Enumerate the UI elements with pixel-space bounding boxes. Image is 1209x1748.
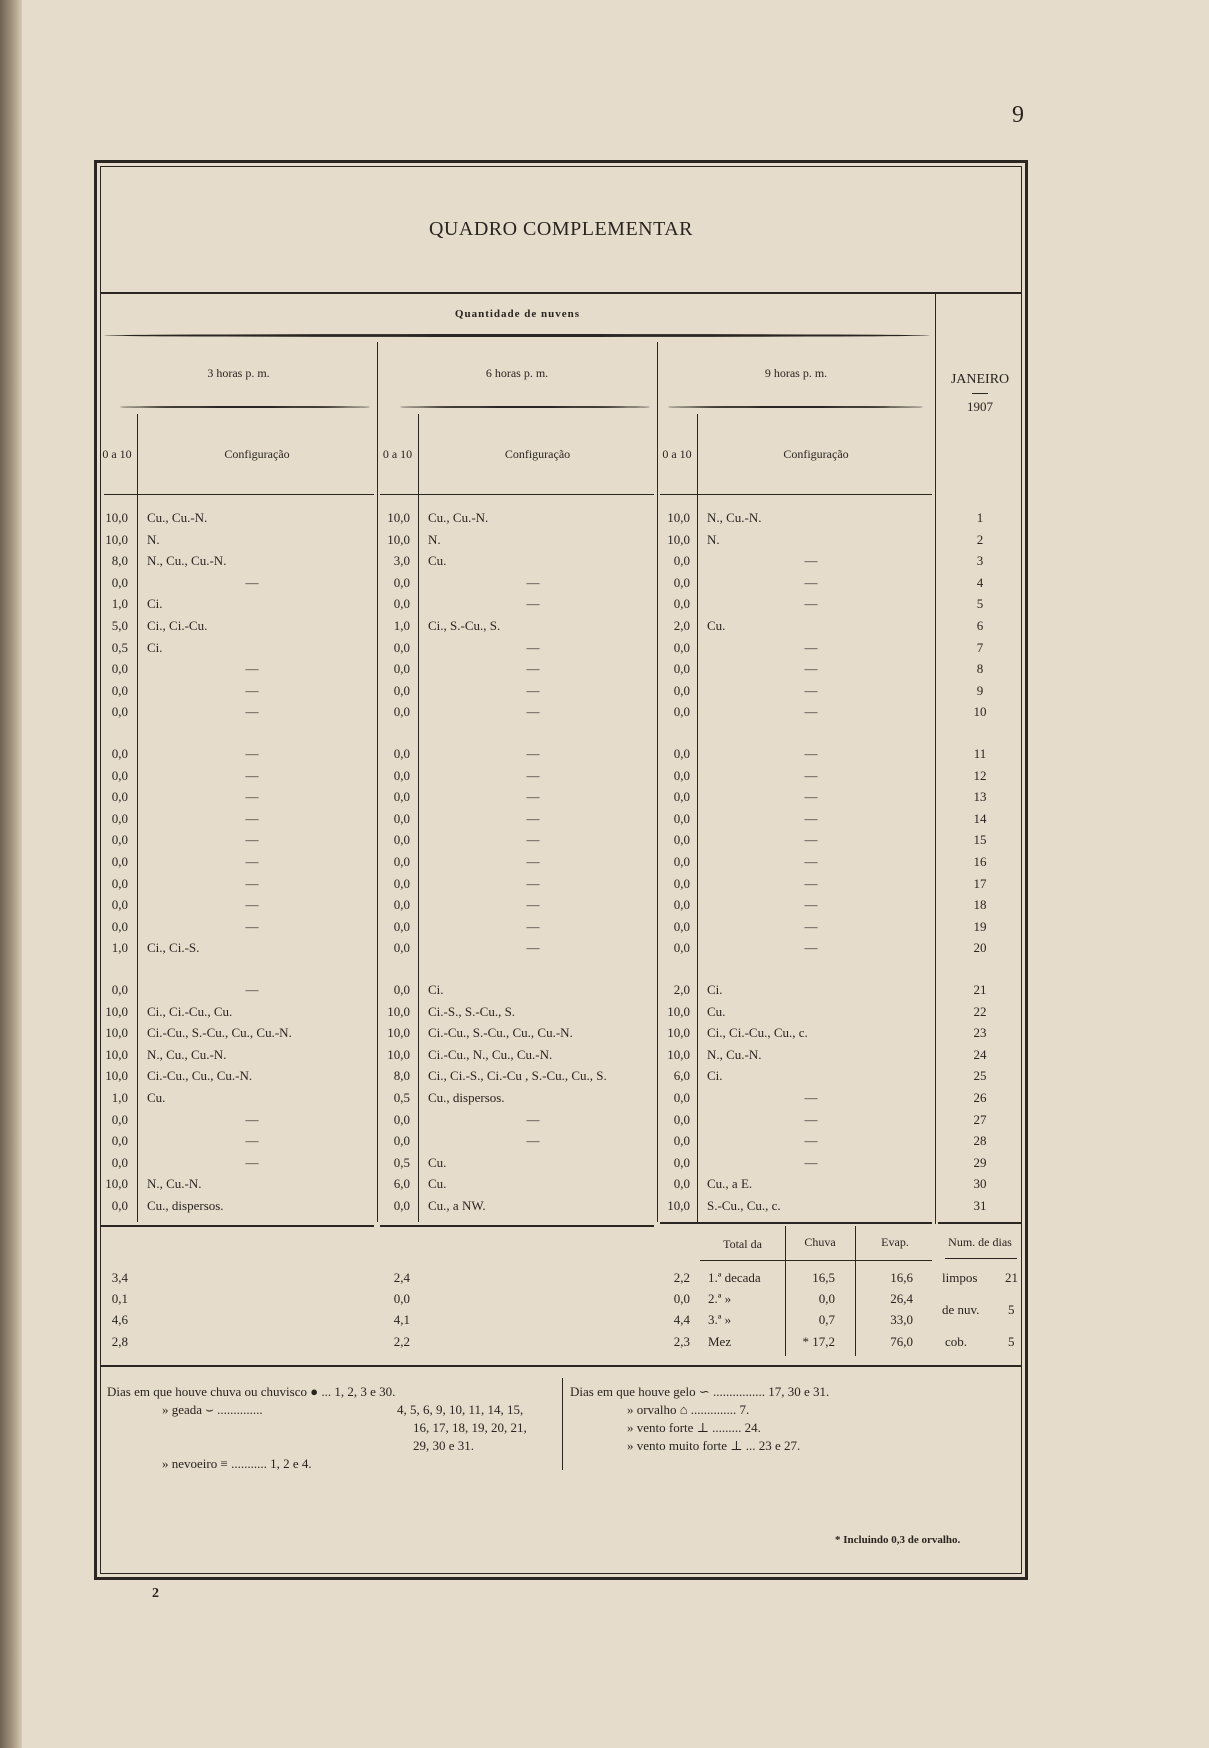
- config-9pm: —: [804, 704, 818, 719]
- group-header-brace: [104, 334, 930, 337]
- summary-6pm: 2,2: [393, 1334, 410, 1349]
- day-number: 17: [973, 876, 987, 891]
- summary-9pm: 4,4: [673, 1312, 690, 1327]
- day-number: 29: [973, 1155, 987, 1170]
- cloud-amount-9pm: 2,0: [673, 618, 690, 633]
- cloud-amount-6pm: 0,0: [393, 640, 410, 655]
- cloud-amount-9pm: 10,0: [667, 1004, 690, 1019]
- footnote-geada-days-3: 29, 30 e 31.: [413, 1438, 475, 1453]
- config-6pm: —: [526, 876, 540, 891]
- summary-9pm: 2,3: [673, 1334, 690, 1349]
- cloud-amount-9pm: 6,0: [673, 1068, 690, 1083]
- config-6pm: —: [526, 661, 540, 676]
- config-6pm: Ci.: [428, 982, 444, 997]
- cloud-amount-6pm: 0,5: [393, 1155, 410, 1170]
- summary-9pm: 0,0: [673, 1291, 690, 1306]
- config-3pm: N., Cu.-N.: [147, 1176, 202, 1191]
- config-3pm: Ci., Ci.-Cu.: [147, 618, 208, 633]
- config-3pm: N., Cu., Cu.-N.: [147, 553, 227, 568]
- cloud-amount-3pm: 0,0: [111, 661, 128, 676]
- cloud-amount-9pm: 0,0: [673, 876, 690, 891]
- cloud-amount-3pm: 0,0: [111, 683, 128, 698]
- cloud-amount-6pm: 0,0: [393, 919, 410, 934]
- day-number: 25: [973, 1068, 987, 1083]
- cloud-amount-6pm: 3,0: [393, 553, 410, 568]
- cloud-amount-3pm: 8,0: [111, 553, 128, 568]
- day-number: 15: [973, 832, 987, 847]
- config-3pm: —: [245, 1155, 259, 1170]
- cob-count: 5: [1008, 1334, 1015, 1349]
- group-label-3pm: 3 horas p. m.: [207, 366, 270, 380]
- day-number: 18: [973, 897, 987, 912]
- numdias-rule: [945, 1258, 1017, 1259]
- summary-sub-rule: [700, 1260, 932, 1261]
- cloud-amount-3pm: 1,0: [111, 940, 128, 955]
- summary-period: 3.ª »: [708, 1312, 732, 1327]
- cloud-amount-9pm: 0,0: [673, 640, 690, 655]
- config-6pm: —: [526, 897, 540, 912]
- evap-header: Evap.: [881, 1235, 909, 1249]
- config-6pm: —: [526, 854, 540, 869]
- cloud-amount-6pm: 0,5: [393, 1090, 410, 1105]
- nuv-count: 5: [1008, 1302, 1015, 1317]
- cloud-amount-6pm: 0,0: [393, 940, 410, 955]
- config-9pm: —: [804, 746, 818, 761]
- summary-period: 2.ª »: [708, 1291, 732, 1306]
- cloud-amount-9pm: 0,0: [673, 575, 690, 590]
- cloud-amount-9pm: 0,0: [673, 661, 690, 676]
- config-header-c: Configuração: [783, 447, 849, 461]
- cloud-amount-3pm: 10,0: [105, 1068, 128, 1083]
- config-3pm: Ci., Ci.-S.: [147, 940, 200, 955]
- config-3pm: Cu.: [147, 1090, 166, 1105]
- config-6pm: Ci.-Cu., N., Cu., Cu.-N.: [428, 1047, 553, 1062]
- scale-header-c: 0 a 10: [662, 447, 692, 461]
- config-3pm: Ci., Ci.-Cu., Cu.: [147, 1004, 233, 1019]
- config-3pm: —: [245, 854, 259, 869]
- cloud-amount-6pm: 10,0: [387, 1004, 410, 1019]
- footnote-vento-forte: » vento forte ⊥ ......... 24.: [627, 1420, 761, 1435]
- config-3pm: Ci.-Cu., Cu., Cu.-N.: [147, 1068, 253, 1083]
- config-3pm: —: [245, 1112, 259, 1127]
- config-9pm: Ci., Ci.-Cu., Cu., c.: [707, 1025, 808, 1040]
- config-9pm: N., Cu.-N.: [707, 510, 762, 525]
- config-9pm: —: [804, 919, 818, 934]
- cloud-amount-9pm: 0,0: [673, 768, 690, 783]
- summary-chuva: 0,0: [818, 1291, 835, 1306]
- cloud-amount-3pm: 0,0: [111, 1198, 128, 1213]
- footnote-vento-muito-forte: » vento muito forte ⊥ ... 23 e 27.: [627, 1438, 801, 1453]
- cloud-amount-6pm: 8,0: [393, 1068, 410, 1083]
- config-6pm: —: [526, 683, 540, 698]
- cloud-amount-6pm: 0,0: [393, 982, 410, 997]
- config-9pm: —: [804, 876, 818, 891]
- cloud-amount-6pm: 0,0: [393, 746, 410, 761]
- cloud-amount-6pm: 0,0: [393, 1133, 410, 1148]
- day-number: 6: [976, 618, 984, 633]
- brace-6pm: [400, 406, 650, 408]
- config-3pm: —: [245, 746, 259, 761]
- cloud-amount-3pm: 0,0: [111, 1112, 128, 1127]
- cloud-amount-9pm: 0,0: [673, 704, 690, 719]
- cloud-amount-6pm: 0,0: [393, 704, 410, 719]
- cloud-amount-3pm: 0,0: [111, 746, 128, 761]
- config-6pm: —: [526, 1133, 540, 1148]
- config-6pm: Ci.-Cu., S.-Cu., Cu., Cu.-N.: [428, 1025, 573, 1040]
- cloud-amount-6pm: 0,0: [393, 832, 410, 847]
- config-6pm: N.: [428, 532, 441, 547]
- cloud-amount-9pm: 0,0: [673, 1155, 690, 1170]
- year-label: 1907: [967, 399, 993, 414]
- config-3pm: N., Cu., Cu.-N.: [147, 1047, 227, 1062]
- cloud-amount-9pm: 0,0: [673, 940, 690, 955]
- config-9pm: —: [804, 661, 818, 676]
- rain-footnote: * Incluindo 0,3 de orvalho.: [835, 1534, 961, 1546]
- cloud-amount-3pm: 5,0: [111, 618, 128, 633]
- config-3pm: Ci.: [147, 596, 163, 611]
- config-3pm: N.: [147, 532, 160, 547]
- cloud-amount-6pm: 1,0: [393, 618, 410, 633]
- config-9pm: S.-Cu., Cu., c.: [707, 1198, 781, 1213]
- config-9pm: —: [804, 854, 818, 869]
- config-9pm: N., Cu.-N.: [707, 1047, 762, 1062]
- day-number: 14: [973, 811, 987, 826]
- cloud-amount-9pm: 10,0: [667, 1025, 690, 1040]
- config-9pm: Cu.: [707, 618, 726, 633]
- numdias-header: Num. de dias: [948, 1235, 1012, 1249]
- config-6pm: Ci., Ci.-S., Ci.-Cu , S.-Cu., Cu., S.: [428, 1068, 607, 1083]
- cloud-amount-3pm: 0,0: [111, 1155, 128, 1170]
- day-number: 4: [976, 575, 984, 590]
- config-6pm: Cu., Cu.-N.: [428, 510, 489, 525]
- cloud-amount-3pm: 10,0: [105, 1025, 128, 1040]
- day-number: 28: [973, 1133, 987, 1148]
- day-number: 5: [976, 596, 984, 611]
- config-6pm: Cu.: [428, 553, 447, 568]
- config-3pm: —: [245, 897, 259, 912]
- cloud-amount-3pm: 10,0: [105, 532, 128, 547]
- cloud-amount-9pm: 0,0: [673, 553, 690, 568]
- config-6pm: Cu.: [428, 1155, 447, 1170]
- summary-period: Mez: [708, 1334, 732, 1349]
- config-6pm: —: [526, 789, 540, 804]
- config-6pm: —: [526, 940, 540, 955]
- cloud-amount-3pm: 0,0: [111, 982, 128, 997]
- cloud-amount-9pm: 10,0: [667, 1198, 690, 1213]
- summary-rule-a: [100, 1225, 374, 1227]
- nuv-label: de nuv.: [942, 1302, 980, 1317]
- config-9pm: —: [804, 768, 818, 783]
- day-number: 20: [973, 940, 987, 955]
- config-3pm: —: [245, 704, 259, 719]
- cob-label: cob.: [945, 1334, 968, 1349]
- cloud-amount-6pm: 0,0: [393, 1112, 410, 1127]
- config-6pm: —: [526, 596, 540, 611]
- cloud-amount-9pm: 0,0: [673, 919, 690, 934]
- config-9pm: Ci.: [707, 1068, 723, 1083]
- config-9pm: —: [804, 1155, 818, 1170]
- footnote-orvalho: » orvalho ⌂ .............. 7.: [627, 1402, 750, 1417]
- cloud-amount-3pm: 0,5: [111, 640, 128, 655]
- cloud-amount-6pm: 0,0: [393, 789, 410, 804]
- day-number: 26: [973, 1090, 987, 1105]
- config-6pm: —: [526, 575, 540, 590]
- cloud-amount-6pm: 6,0: [393, 1176, 410, 1191]
- day-number: 16: [973, 854, 987, 869]
- cloud-amount-6pm: 10,0: [387, 1047, 410, 1062]
- cloud-amount-9pm: 0,0: [673, 596, 690, 611]
- cloud-amount-9pm: 2,0: [673, 982, 690, 997]
- cloud-amount-9pm: 0,0: [673, 789, 690, 804]
- group-label-6pm: 6 horas p. m.: [485, 366, 549, 380]
- config-header-b: Configuração: [504, 447, 571, 461]
- cloud-amount-9pm: 0,0: [673, 746, 690, 761]
- day-number: 27: [973, 1112, 987, 1127]
- cloud-amount-6pm: 10,0: [387, 532, 410, 547]
- config-6pm: Cu., a NW.: [428, 1198, 486, 1213]
- group-label-9pm: 9 horas p. m.: [764, 366, 828, 380]
- cloud-amount-3pm: 1,0: [111, 1090, 128, 1105]
- cloud-amount-6pm: 0,0: [393, 854, 410, 869]
- day-number: 2: [976, 532, 984, 547]
- cloud-amount-6pm: 10,0: [387, 1025, 410, 1040]
- subcol-divider-b: [418, 414, 419, 1222]
- day-number: 30: [973, 1176, 987, 1191]
- day-number: 22: [973, 1004, 987, 1019]
- config-6pm: —: [526, 832, 540, 847]
- config-header-a: Configuração: [224, 447, 290, 461]
- month-rule: [972, 393, 988, 394]
- brace-9pm: [668, 406, 923, 408]
- config-9pm: Cu., a E.: [707, 1176, 753, 1191]
- config-3pm: Ci.: [147, 640, 163, 655]
- cloud-amount-9pm: 0,0: [673, 897, 690, 912]
- day-number: 19: [973, 919, 987, 934]
- footnote-rule: [100, 1365, 1022, 1367]
- cloud-amount-6pm: 0,0: [393, 575, 410, 590]
- footnote-chuva: Dias em que houve chuva ou chuvisco ● ... 1, 2, 3 e 30.: [107, 1384, 396, 1399]
- day-number: 21: [973, 982, 987, 997]
- config-3pm: Cu., dispersos.: [147, 1198, 224, 1213]
- cloud-amount-3pm: 0,0: [111, 704, 128, 719]
- cloud-amount-9pm: 0,0: [673, 1176, 690, 1191]
- cloud-amount-3pm: 0,0: [111, 575, 128, 590]
- cloud-amount-3pm: 0,0: [111, 854, 128, 869]
- day-number: 1: [976, 510, 984, 525]
- cloud-amount-9pm: 10,0: [667, 532, 690, 547]
- cloud-amount-3pm: 10,0: [105, 1047, 128, 1062]
- config-6pm: Ci.-S., S.-Cu., S.: [428, 1004, 516, 1019]
- footnote-divider: [562, 1378, 563, 1470]
- cloud-amount-6pm: 0,0: [393, 683, 410, 698]
- day-number: 13: [973, 789, 987, 804]
- day-number: 31: [973, 1198, 987, 1213]
- day-number: 24: [973, 1047, 987, 1062]
- config-6pm: Cu.: [428, 1176, 447, 1191]
- config-6pm: —: [526, 811, 540, 826]
- config-9pm: —: [804, 832, 818, 847]
- footnote-geada-days-2: 16, 17, 18, 19, 20, 21,: [413, 1420, 527, 1435]
- cloud-amount-6pm: 0,0: [393, 876, 410, 891]
- page-title: QUADRO COMPLEMENTAR: [428, 218, 694, 240]
- day-number: 10: [973, 704, 987, 719]
- config-3pm: —: [245, 789, 259, 804]
- cloud-amount-3pm: 0,0: [111, 876, 128, 891]
- config-9pm: —: [804, 640, 818, 655]
- summary-chuva: 0,7: [818, 1312, 835, 1327]
- summary-evap: 76,0: [890, 1334, 913, 1349]
- config-6pm: —: [526, 768, 540, 783]
- cloud-amount-9pm: 0,0: [673, 1133, 690, 1148]
- summary-evap: 26,4: [890, 1291, 913, 1306]
- config-9pm: N.: [707, 532, 720, 547]
- config-6pm: —: [526, 640, 540, 655]
- cloud-amount-9pm: 10,0: [667, 1047, 690, 1062]
- footnote-geada-label: » geada ⌣ ..............: [162, 1402, 263, 1417]
- cloud-amount-6pm: 0,0: [393, 596, 410, 611]
- cloud-amount-3pm: 0,0: [111, 832, 128, 847]
- page-number: 9: [1012, 102, 1024, 128]
- cloud-amount-3pm: 0,0: [111, 1133, 128, 1148]
- scale-header-a: 0 a 10: [102, 447, 132, 461]
- summary-period: 1.ª decada: [708, 1270, 761, 1285]
- config-3pm: Cu., Cu.-N.: [147, 510, 208, 525]
- config-9pm: —: [804, 683, 818, 698]
- header-rule: [100, 292, 1022, 294]
- cloud-amount-3pm: 10,0: [105, 1176, 128, 1191]
- config-3pm: —: [245, 575, 259, 590]
- config-3pm: —: [245, 811, 259, 826]
- summary-rule-b: [380, 1225, 654, 1227]
- summary-3pm: 4,6: [111, 1312, 128, 1327]
- summary-evap: 16,6: [890, 1270, 913, 1285]
- cloud-amount-6pm: 0,0: [393, 1198, 410, 1213]
- total-label: Total da: [723, 1237, 762, 1251]
- cloud-amount-9pm: 0,0: [673, 683, 690, 698]
- cloud-amount-6pm: 10,0: [387, 510, 410, 525]
- cloud-amount-3pm: 0,0: [111, 897, 128, 912]
- cloud-amount-6pm: 0,0: [393, 768, 410, 783]
- day-number: 3: [976, 553, 984, 568]
- summary-6pm: 0,0: [393, 1291, 410, 1306]
- cloud-amount-3pm: 0,0: [111, 789, 128, 804]
- config-9pm: —: [804, 1090, 818, 1105]
- chuva-header: Chuva: [804, 1235, 836, 1249]
- summary-rule-d: [938, 1222, 1022, 1224]
- limpos-count: 21: [1005, 1270, 1018, 1285]
- scale-header-b: 0 a 10: [382, 447, 413, 461]
- summary-3pm: 3,4: [111, 1270, 128, 1285]
- subcol-divider-c: [697, 414, 698, 1222]
- cloud-amount-3pm: 0,0: [111, 811, 128, 826]
- config-9pm: —: [804, 553, 818, 568]
- cloud-amount-3pm: 10,0: [105, 1004, 128, 1019]
- brace-3pm: [120, 406, 370, 408]
- config-3pm: —: [245, 876, 259, 891]
- config-9pm: —: [804, 789, 818, 804]
- config-3pm: —: [245, 661, 259, 676]
- cloud-amount-9pm: 10,0: [667, 510, 690, 525]
- footnote-geada-days-1: 4, 5, 6, 9, 10, 11, 14, 15,: [397, 1402, 524, 1417]
- day-number: 12: [973, 768, 987, 783]
- summary-6pm: 2,4: [393, 1270, 410, 1285]
- cloud-amount-9pm: 0,0: [673, 854, 690, 869]
- summary-3pm: 0,1: [111, 1291, 128, 1306]
- group-header: Quantidade de nuvens: [454, 308, 581, 320]
- summary-9pm: 2,2: [673, 1270, 690, 1285]
- summary-rule-c: [660, 1222, 932, 1224]
- cloud-amount-9pm: 0,0: [673, 1112, 690, 1127]
- config-6pm: —: [526, 746, 540, 761]
- limpos-label: limpos: [942, 1270, 978, 1285]
- summary-chuva: * 17,2: [802, 1334, 835, 1349]
- config-6pm: —: [526, 704, 540, 719]
- book-spine: [0, 0, 22, 1748]
- subheader-rule-b: [380, 494, 654, 495]
- summary-6pm: 4,1: [393, 1312, 410, 1327]
- cloud-amount-9pm: 0,0: [673, 811, 690, 826]
- summary-chuva: 16,5: [812, 1270, 835, 1285]
- footnote-nevoeiro: » nevoeiro ≡ ........... 1, 2 e 4.: [162, 1456, 312, 1471]
- cloud-amount-6pm: 0,0: [393, 661, 410, 676]
- config-9pm: —: [804, 1133, 818, 1148]
- day-number: 9: [976, 683, 984, 698]
- config-3pm: —: [245, 982, 259, 997]
- month-label: JANEIRO: [950, 372, 1010, 387]
- config-3pm: Ci.-Cu., S.-Cu., Cu., Cu.-N.: [147, 1025, 292, 1040]
- config-9pm: —: [804, 575, 818, 590]
- cloud-amount-3pm: 10,0: [105, 510, 128, 525]
- day-number: 8: [976, 661, 984, 676]
- config-3pm: —: [245, 832, 259, 847]
- config-9pm: —: [804, 897, 818, 912]
- subheader-rule-c: [660, 494, 932, 495]
- config-9pm: —: [804, 1112, 818, 1127]
- subcol-divider-a: [137, 414, 138, 1222]
- config-9pm: —: [804, 811, 818, 826]
- config-9pm: Cu.: [707, 1004, 726, 1019]
- config-9pm: —: [804, 940, 818, 955]
- cloud-amount-6pm: 0,0: [393, 811, 410, 826]
- config-3pm: —: [245, 919, 259, 934]
- config-3pm: —: [245, 768, 259, 783]
- config-3pm: —: [245, 683, 259, 698]
- config-3pm: —: [245, 1133, 259, 1148]
- cloud-amount-9pm: 0,0: [673, 832, 690, 847]
- footnote-gelo: Dias em que houve gelo ∽ ................ 17, 30 e 31.: [570, 1384, 830, 1399]
- cloud-amount-9pm: 0,0: [673, 1090, 690, 1105]
- config-6pm: —: [526, 1112, 540, 1127]
- subheader-rule-a: [104, 494, 374, 495]
- signature-number: 2: [152, 1586, 159, 1601]
- config-9pm: Ci.: [707, 982, 723, 997]
- day-number: 23: [973, 1025, 987, 1040]
- summary-3pm: 2,8: [111, 1334, 128, 1349]
- config-6pm: Ci., S.-Cu., S.: [428, 618, 501, 633]
- config-9pm: —: [804, 596, 818, 611]
- cloud-amount-6pm: 0,0: [393, 897, 410, 912]
- day-number: 7: [976, 640, 984, 655]
- cloud-amount-3pm: 0,0: [111, 919, 128, 934]
- config-6pm: Cu., dispersos.: [428, 1090, 505, 1105]
- cloud-amount-3pm: 1,0: [111, 596, 128, 611]
- config-6pm: —: [526, 919, 540, 934]
- summary-evap: 33,0: [890, 1312, 913, 1327]
- cloud-amount-3pm: 0,0: [111, 768, 128, 783]
- day-number: 11: [973, 746, 987, 761]
